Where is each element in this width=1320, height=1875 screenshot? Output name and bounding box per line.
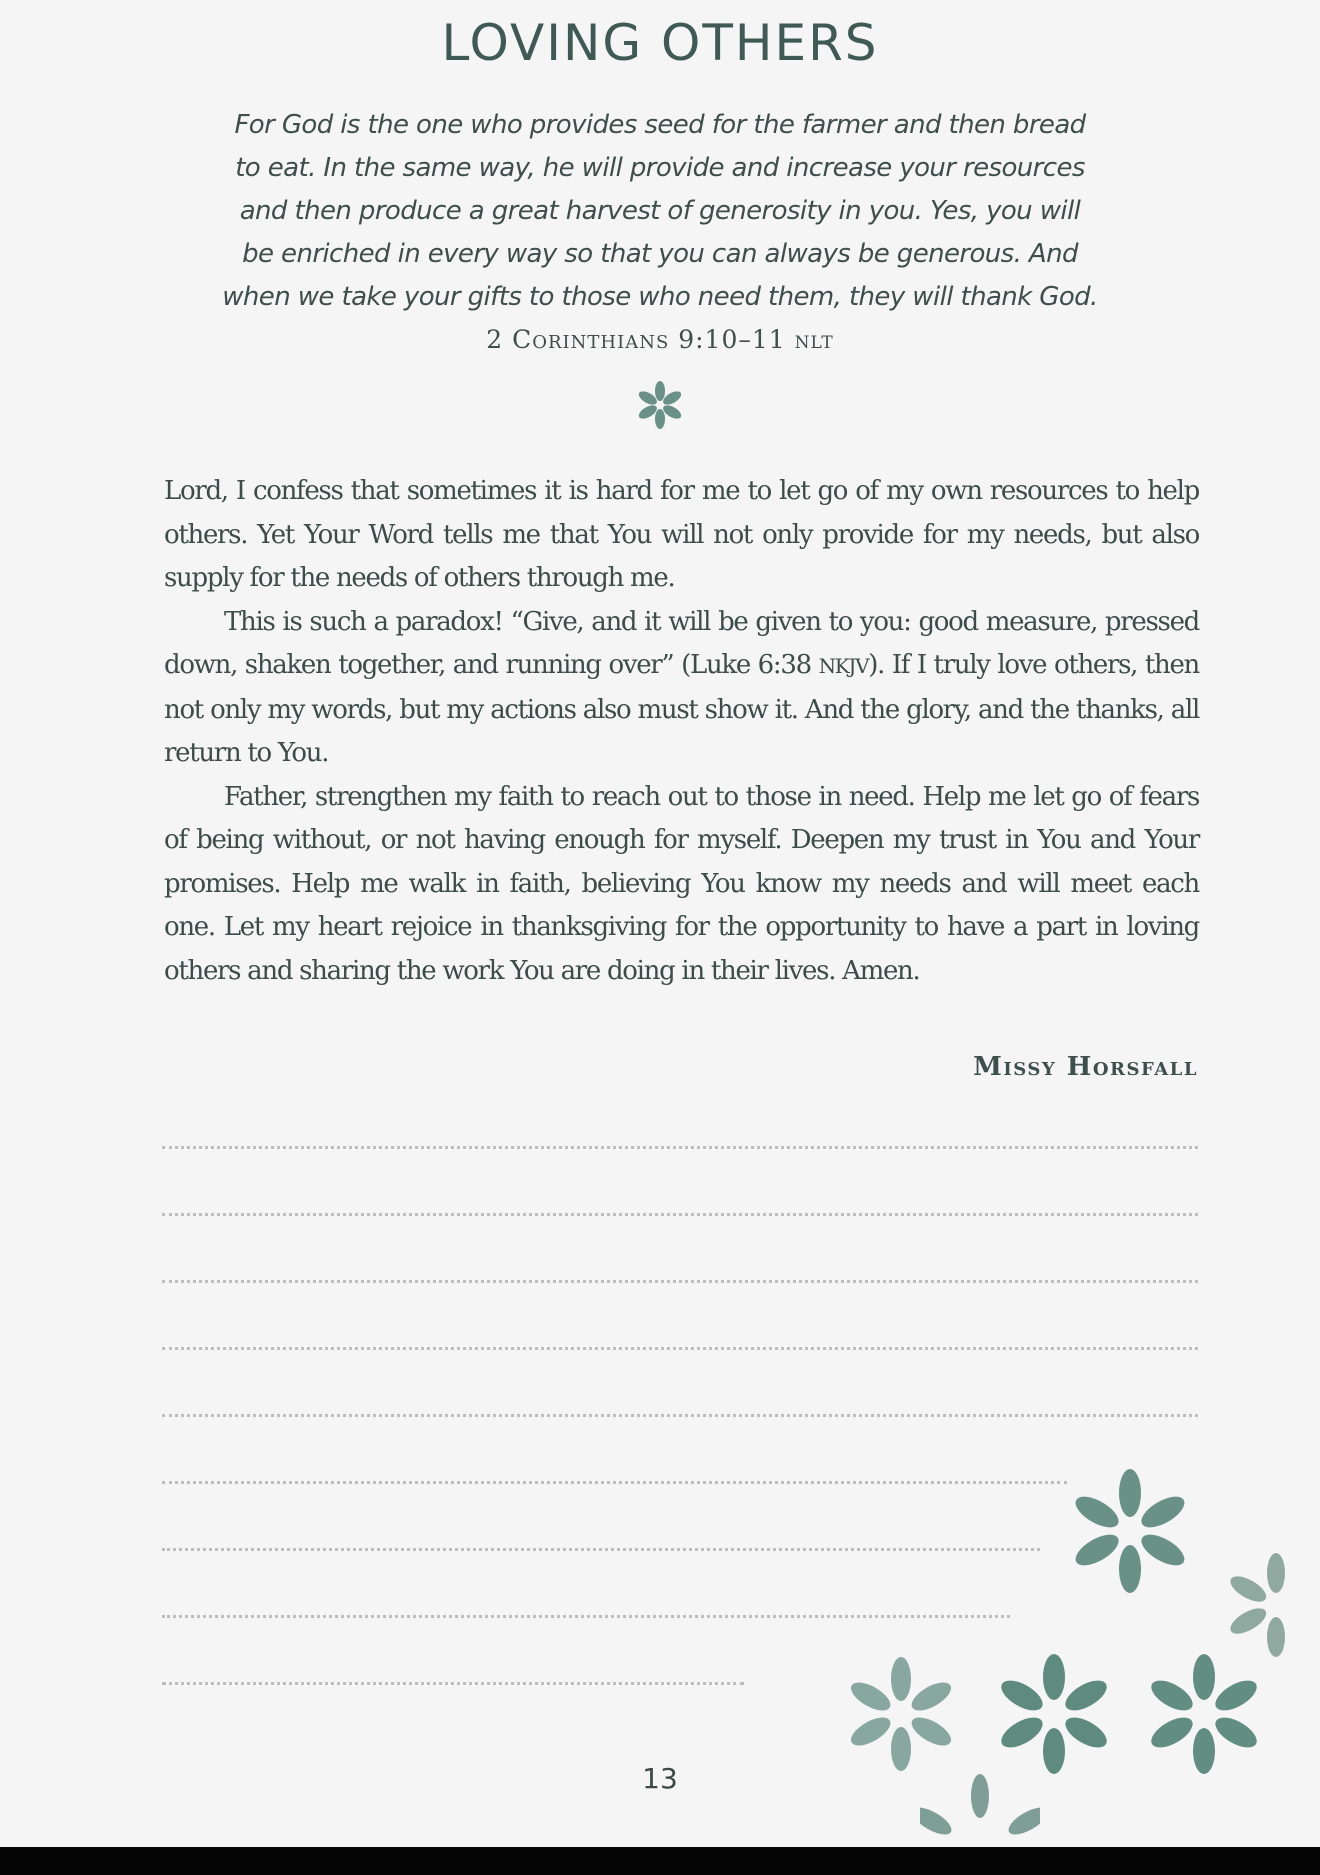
flower-partial-icon xyxy=(1218,1545,1320,1665)
journal-line xyxy=(162,1414,1198,1417)
verse-reference-book: 2 Corinthians 9:10–11 xyxy=(486,325,786,354)
flower-decoration-icon xyxy=(1145,1652,1263,1776)
flower-divider-icon xyxy=(638,380,682,430)
page-title: LOVING OTHERS xyxy=(441,14,879,72)
flower-decoration-icon xyxy=(1070,1468,1190,1594)
journal-line xyxy=(162,1548,1040,1551)
bottom-black-bar xyxy=(0,1847,1320,1875)
author-name: Missy Horsfall xyxy=(973,1052,1198,1082)
prayer-paragraph-end: ). If I truly love others, then not only my words, but my actions also must show it. And the glory, and the thanks, all return to You. xyxy=(164,650,1199,768)
prayer-paragraph xyxy=(164,601,1199,776)
prayer-text xyxy=(164,470,1199,993)
verse-line: when we take your gifts to those who need them, they will thank God. xyxy=(222,282,1098,312)
verse-translation: NLT xyxy=(794,333,834,353)
page-number: 13 xyxy=(642,1762,678,1795)
journal-line xyxy=(162,1615,1010,1618)
verse-line: For God is the one who provides seed for the farmer and then bread xyxy=(234,110,1086,140)
prayer-paragraph-start: This is such a paradox! “Give, and it will be given to you: good measure, pressed down, shaken together, and running over” (Luke 6:38 xyxy=(164,606,1199,680)
scripture-verse xyxy=(190,104,1130,319)
verse-line: be enriched in every way so that you can always be generous. And xyxy=(242,239,1078,269)
scripture-translation: NKJV xyxy=(818,654,869,678)
journal-line xyxy=(162,1682,744,1685)
verse-line: to eat. In the same way, he will provide and increase your resources xyxy=(235,153,1085,183)
prayer-paragraph: Lord, I confess that sometimes it is hard for me to let go of my own resources to help others. Yet Your Word tells me that You will not only provide for my needs, but also supply for the needs of others through me. xyxy=(164,476,1199,593)
journal-line xyxy=(162,1146,1198,1149)
flower-decoration-icon xyxy=(995,1652,1113,1776)
verse-reference xyxy=(0,325,1320,354)
journal-line xyxy=(162,1280,1198,1283)
journal-line xyxy=(162,1347,1198,1350)
prayer-paragraph: Father, strengthen my faith to reach out to those in need. Help me let go of fears of being without, or not having enough for myself. Deepen my trust in You and Your promises. Help me walk in faith, believing You know my needs and will meet each one. Let my heart rejoice in thanksgiving for the opportunity to have a part in loving others and sharing the work You are doing in their lives. Amen. xyxy=(164,781,1199,986)
flower-decoration-icon xyxy=(845,1655,957,1773)
verse-line: and then produce a great harvest of generosity in you. Yes, you will xyxy=(239,196,1081,226)
journal-line xyxy=(162,1213,1198,1216)
journal-line xyxy=(162,1481,1067,1484)
